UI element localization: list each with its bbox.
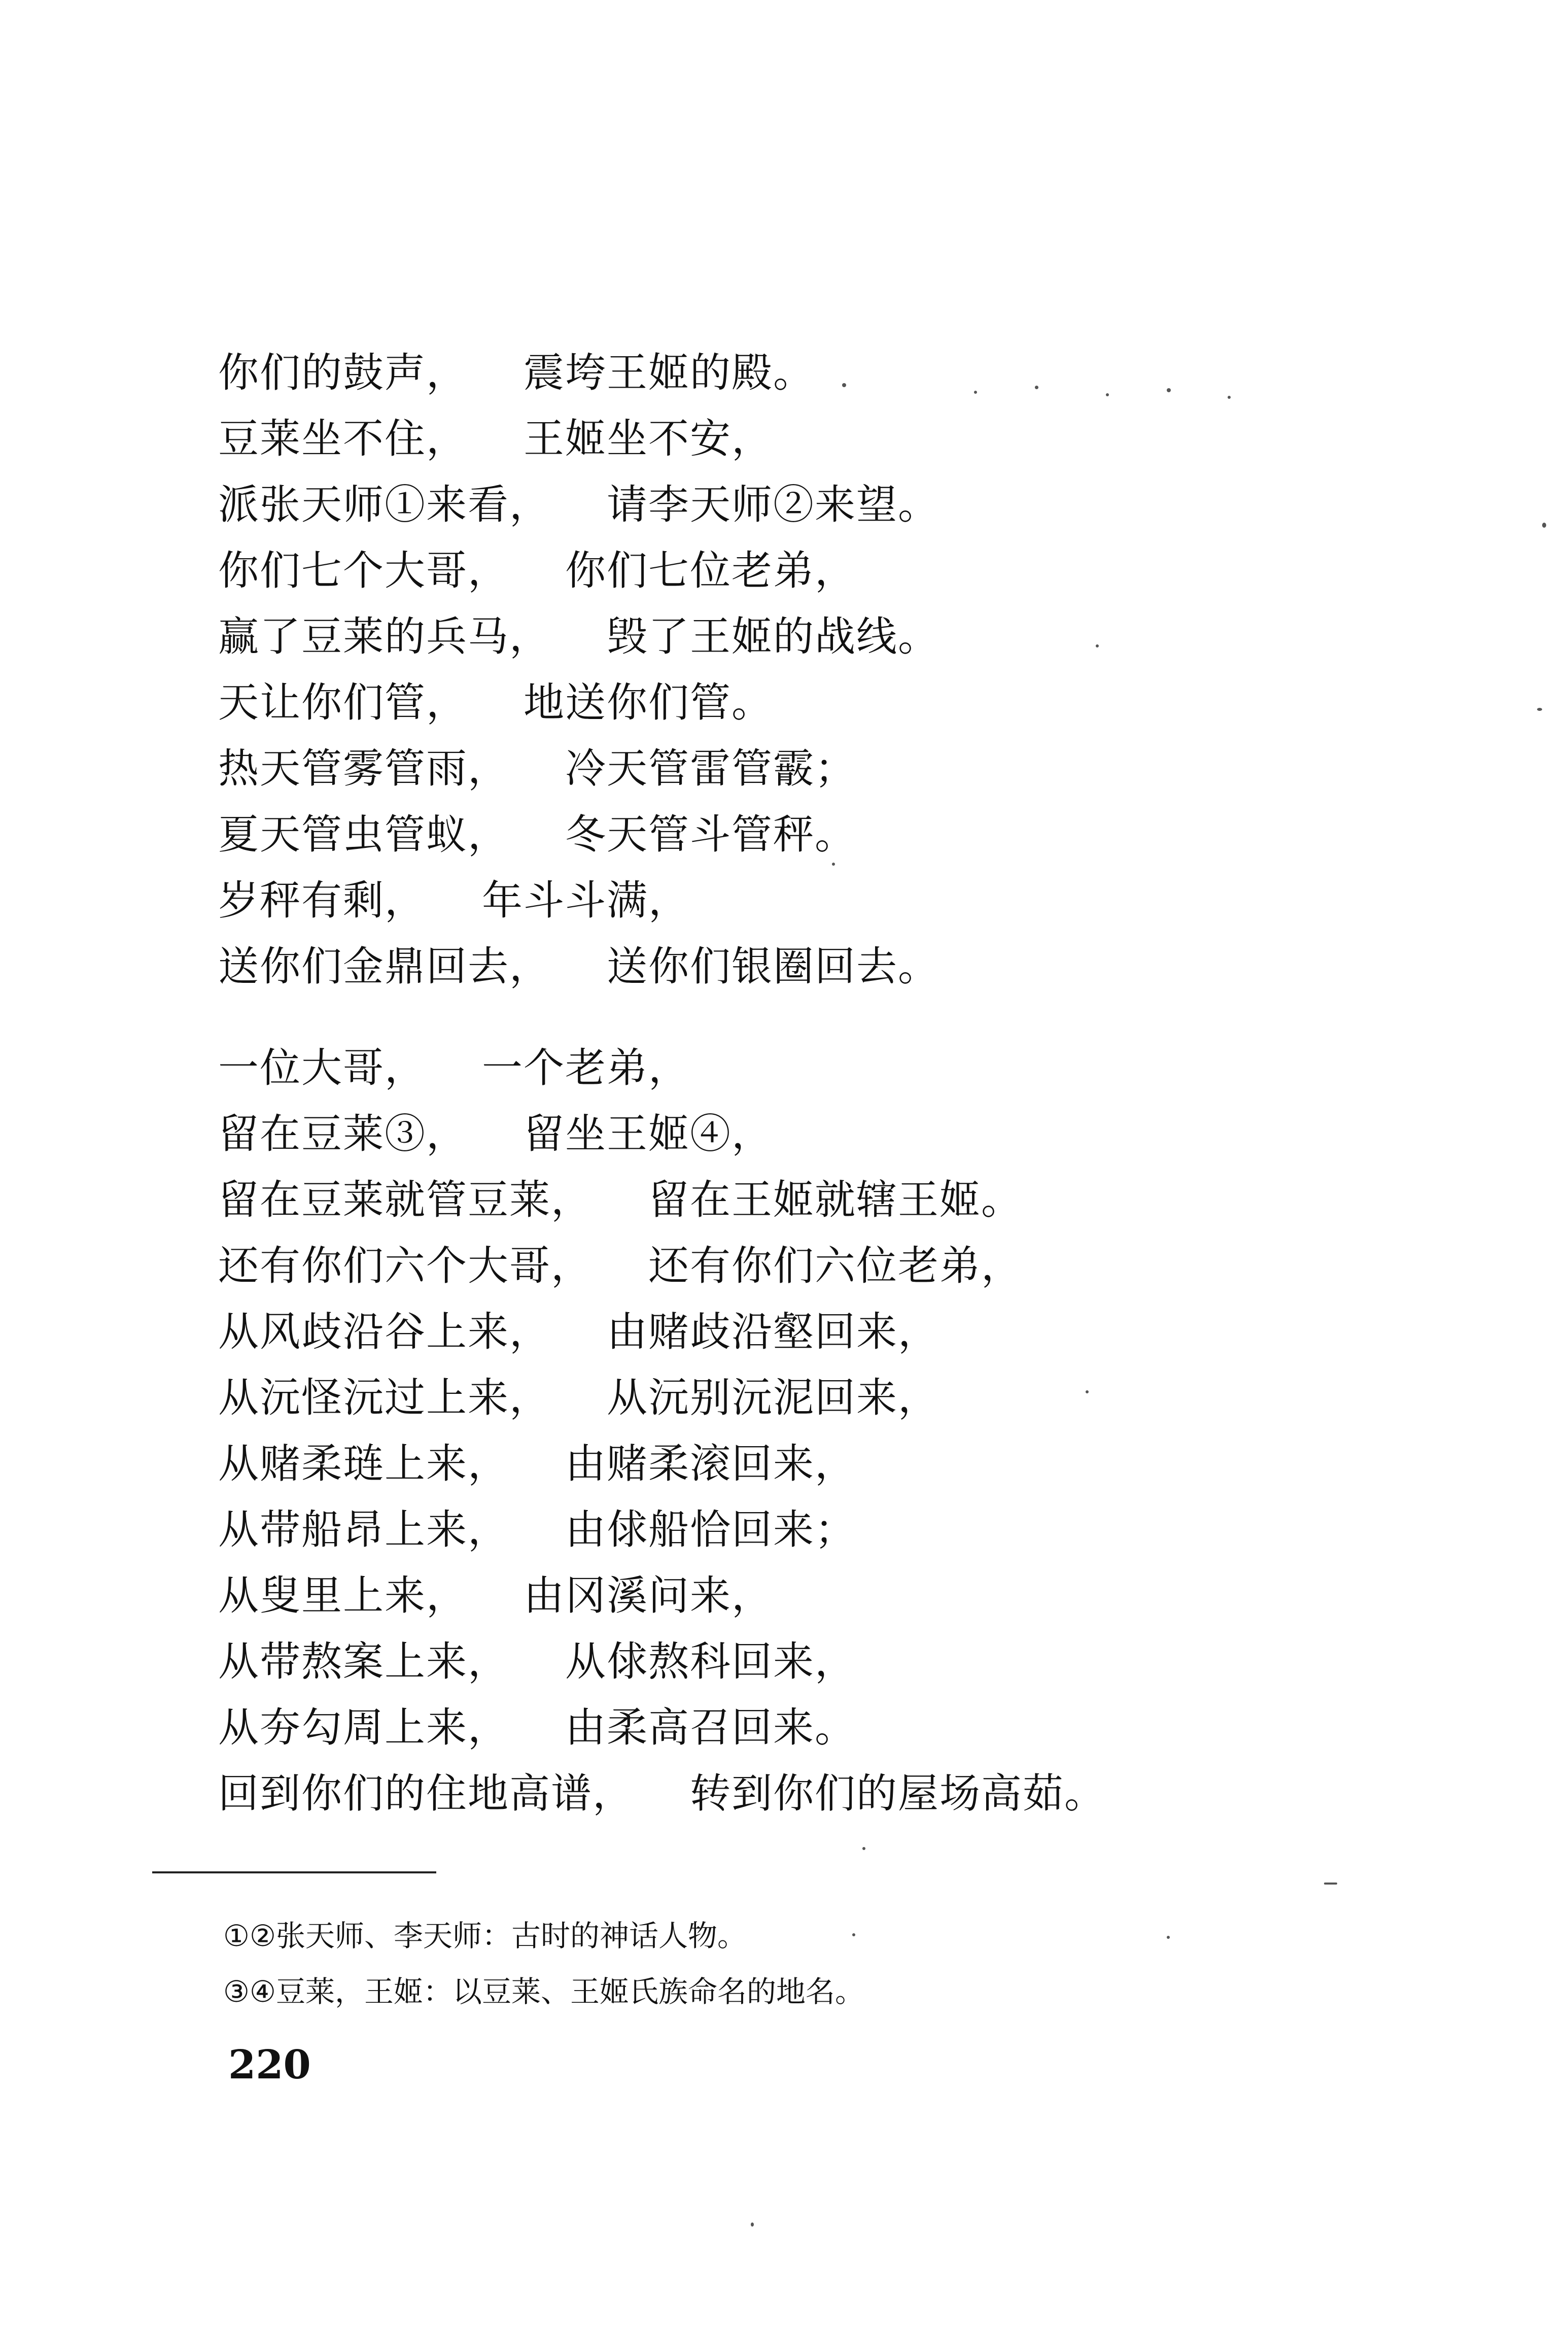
line-right-half: 震垮王姬的殿。 (524, 349, 815, 396)
line-left-half: 热天管雾管雨， (218, 745, 509, 792)
poem-line (218, 1299, 1436, 1365)
scan-speck (1096, 644, 1099, 647)
line-right-half: 冷天管雷管霰； (565, 745, 856, 792)
line-right-half: 冬天管斗管秤。 (565, 811, 856, 858)
line-left-half: 从赌柔琏上来， (218, 1440, 509, 1487)
scan-speck (842, 383, 846, 387)
line-right-half: 留坐王姬④， (524, 1110, 773, 1157)
footnote-divider (152, 1871, 436, 1873)
poem-line (218, 1497, 1436, 1563)
poem-stanza-1 (218, 340, 1436, 1000)
line-right-half: 由柔高召回来。 (565, 1704, 856, 1751)
line-right-half: 由赌歧沿壑回来， (607, 1308, 939, 1355)
line-right-half: 还有你们六位老弟， (648, 1242, 1023, 1289)
page-number: 220 (228, 2042, 311, 2088)
line-left-half: 夏天管虫管蚁， (218, 811, 509, 858)
line-left-half: 从带船昂上来， (218, 1506, 509, 1553)
poem-line (218, 1761, 1436, 1827)
poem-line (218, 670, 1436, 736)
poem-line (218, 1035, 1436, 1101)
scan-speck (1035, 386, 1038, 389)
footnote: ③④豆莱，王姬：以豆莱、王姬氏族命名的地名。 (223, 1974, 864, 2009)
scan-speck (1542, 523, 1546, 528)
line-right-half: 由俅船恰回来； (565, 1506, 856, 1553)
line-right-half: 一个老弟， (482, 1044, 690, 1091)
poem-line (218, 538, 1436, 604)
line-left-half: 天让你们管， (218, 679, 468, 726)
line-left-half: 从风歧沿谷上来， (218, 1308, 551, 1355)
scan-speck (1537, 708, 1542, 711)
scan-speck (974, 391, 977, 394)
line-right-half: 转到你们的屋场高茹。 (690, 1770, 1106, 1817)
line-left-half: 你们的鼓声， (218, 349, 468, 396)
poem-line (218, 1629, 1436, 1695)
poem-line (218, 1101, 1436, 1167)
line-right-half: 留在王姬就辖王姬。 (648, 1176, 1023, 1223)
scan-speck (751, 2222, 754, 2227)
line-left-half: 岁秤有剩， (218, 877, 426, 924)
line-left-half: 赢了豆莱的兵马， (218, 613, 551, 660)
line-left-half: 从带熬案上来， (218, 1638, 509, 1685)
scan-speck (1324, 1883, 1337, 1885)
scan-speck (1167, 1936, 1170, 1939)
poem-line (218, 406, 1436, 472)
poem-line (218, 1233, 1436, 1299)
line-right-half: 王姬坐不安， (524, 415, 773, 462)
poem-line (218, 472, 1436, 538)
scan-speck (852, 1933, 855, 1936)
line-left-half: 留在豆莱就管豆莱， (218, 1176, 593, 1223)
scan-speck (1228, 396, 1231, 399)
poem-line (218, 1431, 1436, 1497)
poem-line (218, 736, 1436, 802)
line-left-half: 回到你们的住地高谱， (218, 1770, 634, 1817)
poem-line (218, 1365, 1436, 1431)
line-right-half: 由冈溪问来， (524, 1572, 773, 1619)
poem-line (218, 1563, 1436, 1629)
line-left-half: 派张天师①来看， (218, 481, 551, 528)
footnotes (223, 1908, 1390, 2020)
line-left-half: 从叟里上来， (218, 1572, 468, 1619)
line-right-half: 毁了王姬的战线。 (607, 613, 939, 660)
line-left-half: 豆莱坐不住， (218, 415, 468, 462)
line-right-half: 从沅别沅泥回来， (607, 1374, 939, 1421)
line-right-half: 从俅熬科回来， (565, 1638, 856, 1685)
line-right-half: 你们七位老弟， (565, 547, 856, 594)
poem-line (218, 802, 1436, 868)
scan-speck (832, 863, 835, 866)
line-left-half: 你们七个大哥， (218, 547, 509, 594)
line-left-half: 从夯勾周上来， (218, 1704, 509, 1751)
line-left-half: 留在豆莱③， (218, 1110, 468, 1157)
line-left-half: 还有你们六个大哥， (218, 1242, 593, 1289)
poem-line (218, 1695, 1436, 1761)
line-right-half: 由赌柔滚回来， (565, 1440, 856, 1487)
line-left-half: 从沅怪沅过上来， (218, 1374, 551, 1421)
line-right-half: 地送你们管。 (524, 679, 773, 726)
poem-line (218, 1167, 1436, 1233)
poem-line (218, 868, 1436, 934)
scan-speck (1167, 388, 1171, 392)
line-right-half: 年斗斗满， (482, 877, 690, 924)
line-left-half: 一位大哥， (218, 1044, 426, 1091)
poem-line (218, 934, 1436, 1000)
line-right-half: 请李天师②来望。 (607, 481, 939, 528)
line-left-half: 送你们金鼎回去， (218, 943, 551, 990)
poem-line (218, 340, 1436, 406)
footnote: ①②张天师、李天师：古时的神话人物。 (223, 1919, 747, 1953)
poem-stanza-2 (218, 1035, 1436, 1827)
line-right-half: 送你们银圈回去。 (607, 943, 939, 990)
scan-speck (1086, 1390, 1089, 1393)
scan-speck (1106, 393, 1109, 396)
scan-speck (862, 1847, 865, 1850)
poem-line (218, 604, 1436, 670)
